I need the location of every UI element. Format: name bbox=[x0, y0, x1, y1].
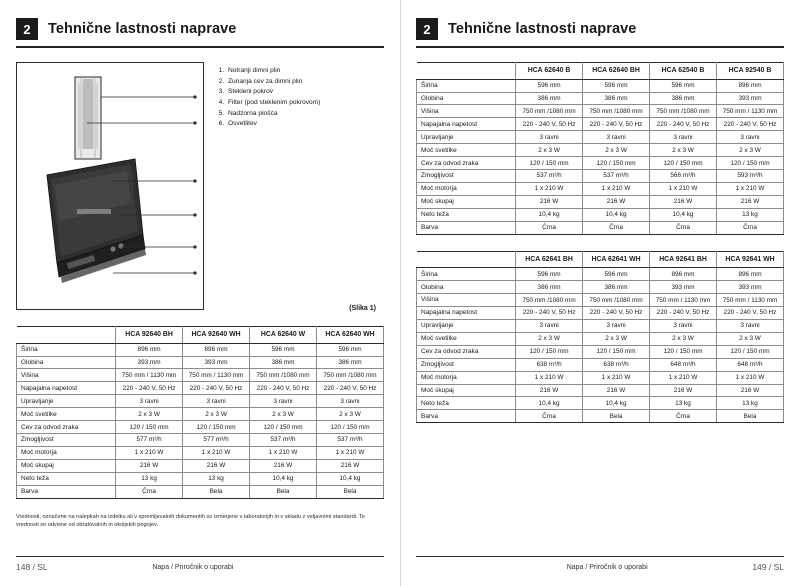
table-cell: 896 mm bbox=[716, 79, 783, 92]
footnote-text: Vrednosti, označene na nalepkah na izdelku ali v spremljevalnih dokumentih so izmerjene v laboratorijih in v skladu z veljavnimi standardi. Te vrednosti so odvisne od obratovalnih in okoljskih pogojev. bbox=[16, 513, 365, 529]
table-cell: 386 mm bbox=[650, 92, 717, 105]
table-cell: Bela bbox=[183, 485, 250, 498]
row-label: Upravljanje bbox=[17, 395, 116, 408]
table-row bbox=[417, 221, 784, 234]
column-header: HCA 62641 WH bbox=[583, 251, 650, 268]
table-row bbox=[417, 144, 784, 157]
table-cell: 596 mm bbox=[316, 343, 383, 356]
page-title: Tehnične lastnosti naprave bbox=[48, 21, 237, 37]
page-number: 148 / SL bbox=[16, 562, 48, 572]
table-cell: 386 mm bbox=[583, 92, 650, 105]
table-cell: 1 x 210 W bbox=[516, 371, 583, 384]
table-row bbox=[417, 79, 784, 92]
table-cell: 220 - 240 V, 50 Hz bbox=[650, 118, 717, 131]
row-label: Višina bbox=[417, 105, 516, 118]
table-cell: 120 / 150 mm bbox=[116, 421, 183, 434]
table-cell: 216 W bbox=[116, 459, 183, 472]
row-label: Višina bbox=[417, 294, 516, 307]
table-cell: 896 mm bbox=[716, 268, 783, 281]
table-corner-cell bbox=[17, 327, 116, 344]
page-number: 149 / SL bbox=[752, 562, 784, 572]
table-row bbox=[17, 382, 384, 395]
table-cell: 393 mm bbox=[116, 356, 183, 369]
table-cell: 220 - 240 V, 50 Hz bbox=[116, 382, 183, 395]
row-label: Moč motorja bbox=[417, 371, 516, 384]
row-label: Višina bbox=[17, 369, 116, 382]
table-cell: 2 x 3 W bbox=[650, 144, 717, 157]
table-cell: 13 kg bbox=[716, 208, 783, 221]
legend-item: 5. Nadzorna plošča bbox=[226, 109, 384, 120]
chapter-number-badge: 2 bbox=[416, 18, 438, 40]
column-header: HCA 92640 BH bbox=[116, 327, 183, 344]
table-row bbox=[417, 319, 784, 332]
row-label: Napajalna napetost bbox=[417, 307, 516, 320]
table-cell: 3 ravni bbox=[650, 131, 717, 144]
table-row bbox=[417, 397, 784, 410]
table-cell: 216 W bbox=[250, 459, 317, 472]
table-cell: 750 mm / 1130 mm bbox=[116, 369, 183, 382]
table-cell: 750 mm /1080 mm bbox=[516, 105, 583, 118]
column-header: HCA 92641 WH bbox=[716, 251, 783, 268]
table-cell: 648 m³/h bbox=[716, 358, 783, 371]
table-cell: 1 x 210 W bbox=[316, 446, 383, 459]
table-cell: 220 - 240 V, 50 Hz bbox=[583, 307, 650, 320]
row-label: Globina bbox=[417, 281, 516, 294]
table-cell: 750 mm / 1130 mm bbox=[716, 294, 783, 307]
table-header-row bbox=[17, 327, 384, 344]
table-cell: 596 mm bbox=[516, 268, 583, 281]
table-header-row bbox=[417, 63, 784, 80]
row-label: Neto teža bbox=[17, 472, 116, 485]
table-cell: 596 mm bbox=[583, 79, 650, 92]
table-cell: 393 mm bbox=[183, 356, 250, 369]
column-header: HCA 62640 B bbox=[516, 63, 583, 80]
column-header: HCA 62640 BH bbox=[583, 63, 650, 80]
table-cell: 577 m³/h bbox=[183, 434, 250, 447]
table-cell: 220 - 240 V, 50 Hz bbox=[583, 118, 650, 131]
table-cell: 10,4 kg bbox=[583, 397, 650, 410]
table-row bbox=[417, 345, 784, 358]
table-row bbox=[17, 485, 384, 498]
table-cell: 220 - 240 V, 50 Hz bbox=[516, 307, 583, 320]
table-corner-cell bbox=[417, 63, 516, 80]
table-row bbox=[417, 131, 784, 144]
table-row bbox=[17, 369, 384, 382]
table-cell: 220 - 240 V, 50 Hz bbox=[516, 118, 583, 131]
row-label: Zmogljivost bbox=[17, 434, 116, 447]
hood-drawing bbox=[17, 63, 203, 309]
row-label: Moč svetilke bbox=[17, 408, 116, 421]
table-cell: 3 ravni bbox=[516, 131, 583, 144]
column-header: HCA 62540 B bbox=[650, 63, 717, 80]
table-row bbox=[417, 332, 784, 345]
table-cell: 120 / 150 mm bbox=[183, 421, 250, 434]
table-cell: Bela bbox=[716, 410, 783, 423]
table-row bbox=[417, 182, 784, 195]
table-cell: 3 ravni bbox=[116, 395, 183, 408]
row-label: Zmogljivost bbox=[417, 358, 516, 371]
footer-title: Napa / Priročnik o uporabi bbox=[152, 563, 234, 571]
table-cell: 3 ravni bbox=[183, 395, 250, 408]
table-cell: 2 x 3 W bbox=[316, 408, 383, 421]
legend-item: 1. Notranji dimni plin bbox=[226, 66, 384, 77]
table-row bbox=[17, 472, 384, 485]
table-cell: 596 mm bbox=[516, 79, 583, 92]
table-row bbox=[417, 371, 784, 384]
table-cell: 1 x 210 W bbox=[583, 182, 650, 195]
column-header: HCA 92640 WH bbox=[183, 327, 250, 344]
row-label: Širina bbox=[417, 268, 516, 281]
table-cell: 2 x 3 W bbox=[250, 408, 317, 421]
table-cell: 1 x 210 W bbox=[583, 371, 650, 384]
table-cell: 3 ravni bbox=[583, 131, 650, 144]
table-cell: 10,4 kg bbox=[250, 472, 317, 485]
table-cell: 638 m³/h bbox=[583, 358, 650, 371]
table-cell: 750 mm /1080 mm bbox=[316, 369, 383, 382]
table-row bbox=[17, 459, 384, 472]
table-cell: 596 mm bbox=[650, 79, 717, 92]
table-cell: 220 - 240 V, 50 Hz bbox=[183, 382, 250, 395]
table-cell: 216 W bbox=[183, 459, 250, 472]
row-label: Napajalna napetost bbox=[417, 118, 516, 131]
table-cell: 386 mm bbox=[516, 92, 583, 105]
table-row bbox=[417, 281, 784, 294]
table-cell: 386 mm bbox=[583, 281, 650, 294]
table-row bbox=[17, 356, 384, 369]
table-cell: 593 m³/h bbox=[716, 170, 783, 183]
table-cell: 1 x 210 W bbox=[716, 182, 783, 195]
table-cell: 3 ravni bbox=[650, 319, 717, 332]
table-cell: Bela bbox=[316, 485, 383, 498]
row-label: Širina bbox=[17, 343, 116, 356]
table-cell: 216 W bbox=[650, 195, 717, 208]
table-cell: Črna bbox=[650, 221, 717, 234]
table-cell: 750 mm / 1130 mm bbox=[183, 369, 250, 382]
table-cell: 120 / 150 mm bbox=[716, 157, 783, 170]
row-label: Širina bbox=[417, 79, 516, 92]
table-cell: 2 x 3 W bbox=[716, 332, 783, 345]
table-cell: 537 m³/h bbox=[516, 170, 583, 183]
table-cell: 120 / 150 mm bbox=[316, 421, 383, 434]
table-cell: Črna bbox=[583, 221, 650, 234]
table-row bbox=[417, 268, 784, 281]
table-cell: 1 x 210 W bbox=[516, 182, 583, 195]
table-cell: 386 mm bbox=[516, 281, 583, 294]
table-cell: 750 mm /1080 mm bbox=[583, 294, 650, 307]
table-cell: 3 ravni bbox=[716, 131, 783, 144]
table-cell: 2 x 3 W bbox=[116, 408, 183, 421]
table-cell: 2 x 3 W bbox=[650, 332, 717, 345]
table-cell: 638 m³/h bbox=[516, 358, 583, 371]
table-cell: 2 x 3 W bbox=[183, 408, 250, 421]
table-cell: 896 mm bbox=[116, 343, 183, 356]
table-body bbox=[417, 268, 784, 423]
table-cell: 393 mm bbox=[716, 92, 783, 105]
table-row bbox=[417, 105, 784, 118]
table-cell: 216 W bbox=[316, 459, 383, 472]
table-cell: 220 - 240 V, 50 Hz bbox=[650, 307, 717, 320]
table-header-row bbox=[417, 251, 784, 268]
table-cell: 750 mm /1080 mm bbox=[250, 369, 317, 382]
table-cell: 750 mm /1080 mm bbox=[583, 105, 650, 118]
table-cell: 216 W bbox=[716, 384, 783, 397]
footer-left bbox=[16, 556, 384, 572]
table-cell: 3 ravni bbox=[516, 319, 583, 332]
row-label: Upravljanje bbox=[417, 319, 516, 332]
table-cell: Črna bbox=[516, 221, 583, 234]
table-cell: 750 mm /1080 mm bbox=[516, 294, 583, 307]
table-cell: 216 W bbox=[650, 384, 717, 397]
table-cell: 393 mm bbox=[650, 281, 717, 294]
table-cell: Črna bbox=[516, 410, 583, 423]
table-row bbox=[17, 343, 384, 356]
table-cell: 1 x 210 W bbox=[650, 371, 717, 384]
table-cell: 2 x 3 W bbox=[516, 332, 583, 345]
table-row bbox=[17, 446, 384, 459]
right-page bbox=[400, 0, 800, 586]
table-row bbox=[417, 410, 784, 423]
chapter-number-badge: 2 bbox=[16, 18, 38, 40]
legend-item: 4. Filter (pod steklenim pokrovom) bbox=[226, 98, 384, 109]
footer-right bbox=[416, 556, 784, 572]
table-body bbox=[417, 79, 784, 234]
table-cell: Bela bbox=[250, 485, 317, 498]
table-row bbox=[417, 294, 784, 307]
legend-item: 2. Zunanja cev za dimni plin bbox=[226, 77, 384, 88]
table-cell: 386 mm bbox=[316, 356, 383, 369]
table-row bbox=[17, 421, 384, 434]
spec-table-right-2 bbox=[416, 251, 784, 424]
table-cell: 216 W bbox=[716, 195, 783, 208]
table-cell: 120 / 150 mm bbox=[650, 157, 717, 170]
row-label: Moč skupaj bbox=[17, 459, 116, 472]
table-cell: 596 mm bbox=[250, 343, 317, 356]
table-row bbox=[17, 408, 384, 421]
table-cell: Črna bbox=[716, 221, 783, 234]
table-cell: 750 mm /1080 mm bbox=[650, 105, 717, 118]
figure-caption: (Slika 1) bbox=[349, 305, 376, 312]
table-cell: 1 x 210 W bbox=[716, 371, 783, 384]
table-cell: 2 x 3 W bbox=[716, 144, 783, 157]
table-cell: 896 mm bbox=[183, 343, 250, 356]
table-cell: 120 / 150 mm bbox=[650, 345, 717, 358]
row-label: Neto teža bbox=[417, 208, 516, 221]
row-label: Moč svetilke bbox=[417, 332, 516, 345]
table-cell: 566 m³/h bbox=[650, 170, 717, 183]
table-cell: 648 m³/h bbox=[650, 358, 717, 371]
table-row bbox=[17, 434, 384, 447]
table-cell: 750 mm / 1130 mm bbox=[716, 105, 783, 118]
table-cell: 537 m³/h bbox=[250, 434, 317, 447]
column-header: HCA 92641 BH bbox=[650, 251, 717, 268]
table-cell: 120 / 150 mm bbox=[583, 157, 650, 170]
table-cell: 13 kg bbox=[716, 397, 783, 410]
table-row bbox=[17, 395, 384, 408]
table-cell: 2 x 3 W bbox=[516, 144, 583, 157]
table-cell: 10,4 kg bbox=[583, 208, 650, 221]
table-row bbox=[417, 157, 784, 170]
cooker-hood-illustration bbox=[16, 62, 204, 310]
row-label: Cev za odvod zraka bbox=[417, 345, 516, 358]
table-cell: 220 - 240 V, 50 Hz bbox=[716, 118, 783, 131]
table-cell: 10,4 kg bbox=[316, 472, 383, 485]
table-cell: 220 - 240 V, 50 Hz bbox=[250, 382, 317, 395]
table-row bbox=[417, 208, 784, 221]
table-cell: 3 ravni bbox=[716, 319, 783, 332]
table-cell: 2 x 3 W bbox=[583, 332, 650, 345]
column-header: HCA 62641 BH bbox=[516, 251, 583, 268]
row-label: Moč motorja bbox=[17, 446, 116, 459]
row-label: Neto teža bbox=[417, 397, 516, 410]
row-label: Moč motorja bbox=[417, 182, 516, 195]
table-cell: Bela bbox=[583, 410, 650, 423]
table-cell: 13 kg bbox=[183, 472, 250, 485]
row-label: Barva bbox=[17, 485, 116, 498]
table-row bbox=[417, 118, 784, 131]
row-label: Barva bbox=[417, 410, 516, 423]
chapter-header-right bbox=[416, 18, 784, 48]
table-cell: 386 mm bbox=[250, 356, 317, 369]
table-cell: 220 - 240 V, 50 Hz bbox=[316, 382, 383, 395]
table-cell: 120 / 150 mm bbox=[516, 345, 583, 358]
row-label: Upravljanje bbox=[417, 131, 516, 144]
table-cell: 120 / 150 mm bbox=[583, 345, 650, 358]
row-label: Barva bbox=[417, 221, 516, 234]
page-title: Tehnične lastnosti naprave bbox=[448, 21, 637, 37]
table-cell: 13 kg bbox=[650, 397, 717, 410]
table-cell: 10,4 kg bbox=[516, 397, 583, 410]
table-cell: Črna bbox=[650, 410, 717, 423]
table-cell: 393 mm bbox=[716, 281, 783, 294]
table-cell: Črna bbox=[116, 485, 183, 498]
chapter-header-left bbox=[16, 18, 384, 48]
table-row bbox=[417, 358, 784, 371]
table-cell: 1 x 210 W bbox=[116, 446, 183, 459]
table-cell: 577 m³/h bbox=[116, 434, 183, 447]
column-header: HCA 92540 B bbox=[716, 63, 783, 80]
spec-table-right-1 bbox=[416, 62, 784, 235]
column-header: HCA 62640 WH bbox=[316, 327, 383, 344]
row-label: Zmogljivost bbox=[417, 170, 516, 183]
footer-title: Napa / Priročnik o uporabi bbox=[566, 563, 648, 571]
table-cell: 216 W bbox=[516, 384, 583, 397]
table-cell: 216 W bbox=[516, 195, 583, 208]
table-cell: 13 kg bbox=[116, 472, 183, 485]
table-cell: 1 x 210 W bbox=[183, 446, 250, 459]
table-row bbox=[417, 170, 784, 183]
table-row bbox=[417, 195, 784, 208]
table-corner-cell bbox=[417, 251, 516, 268]
table-row bbox=[417, 307, 784, 320]
table-cell: 2 x 3 W bbox=[583, 144, 650, 157]
table-row bbox=[417, 92, 784, 105]
row-label: Moč skupaj bbox=[417, 384, 516, 397]
table-cell: 1 x 210 W bbox=[650, 182, 717, 195]
row-label: Napajalna napetost bbox=[17, 382, 116, 395]
figure-legend bbox=[210, 62, 384, 310]
table-cell: 216 W bbox=[583, 384, 650, 397]
row-label: Moč skupaj bbox=[417, 195, 516, 208]
table-cell: 10,4 kg bbox=[516, 208, 583, 221]
table-cell: 216 W bbox=[583, 195, 650, 208]
row-label: Globina bbox=[417, 92, 516, 105]
table-cell: 1 x 210 W bbox=[250, 446, 317, 459]
table-body bbox=[17, 343, 384, 498]
spec-table-left bbox=[16, 326, 384, 499]
table-cell: 220 - 240 V, 50 Hz bbox=[716, 307, 783, 320]
figure-section bbox=[16, 62, 384, 310]
row-label: Cev za odvod zraka bbox=[417, 157, 516, 170]
table-cell: 596 mm bbox=[583, 268, 650, 281]
table-cell: 120 / 150 mm bbox=[516, 157, 583, 170]
table-cell: 537 m³/h bbox=[316, 434, 383, 447]
table-cell: 10,4 kg bbox=[650, 208, 717, 221]
table-cell: 3 ravni bbox=[250, 395, 317, 408]
table-cell: 750 mm / 1130 mm bbox=[650, 294, 717, 307]
table-cell: 537 m³/h bbox=[583, 170, 650, 183]
table-row bbox=[417, 384, 784, 397]
table-cell: 120 / 150 mm bbox=[250, 421, 317, 434]
row-label: Cev za odvod zraka bbox=[17, 421, 116, 434]
row-label: Globina bbox=[17, 356, 116, 369]
table-cell: 896 mm bbox=[650, 268, 717, 281]
legend-item: 6. Osvetlitev bbox=[226, 119, 384, 130]
column-header: HCA 62640 W bbox=[250, 327, 317, 344]
row-label: Moč svetilke bbox=[417, 144, 516, 157]
table-cell: 3 ravni bbox=[583, 319, 650, 332]
table-cell: 120 / 150 mm bbox=[716, 345, 783, 358]
legend-item: 3. Stekleni pokrov bbox=[226, 87, 384, 98]
table-cell: 3 ravni bbox=[316, 395, 383, 408]
